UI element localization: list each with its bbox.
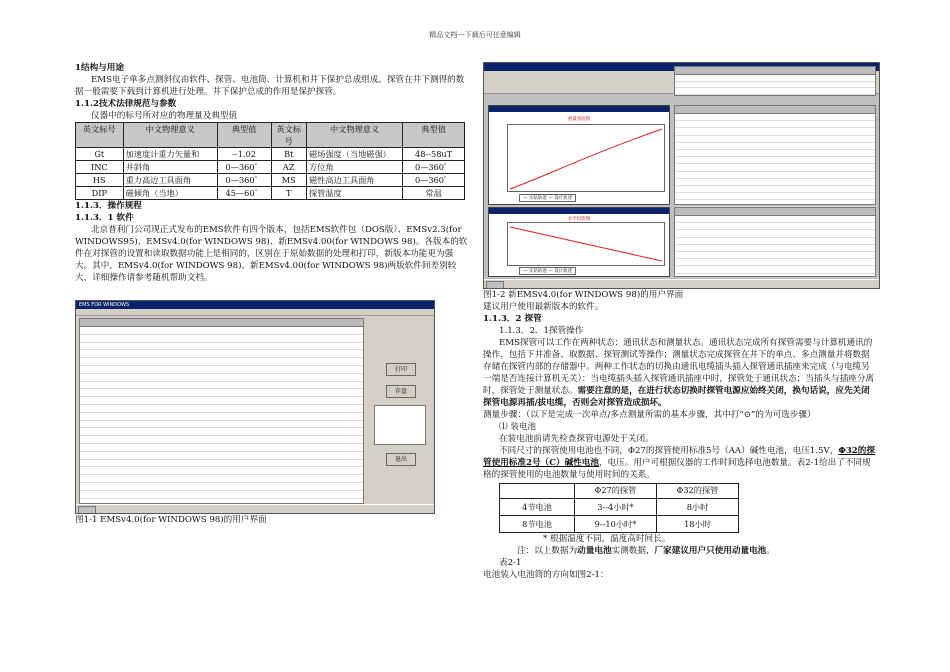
fig2-chart1-svg bbox=[508, 125, 664, 191]
grid-row bbox=[80, 335, 363, 343]
left-column bbox=[75, 62, 470, 284]
probe-warning-text: 需要注意的是，在进行状态切换时探管电源应始终关闭，换句话说，应先关闭探管电源再插/拔电缆，否则会对探管造成损坏。 bbox=[483, 386, 870, 408]
cell: 磁性高边工具面角 bbox=[306, 174, 402, 187]
grid-row bbox=[80, 358, 363, 366]
cell: DIP bbox=[76, 187, 124, 200]
grid-row bbox=[675, 193, 875, 200]
grid-row bbox=[80, 475, 363, 483]
fig1-data-grid bbox=[79, 318, 364, 504]
cell: 8节电池 bbox=[500, 516, 575, 533]
cell: AZ bbox=[271, 161, 306, 174]
grid-row bbox=[80, 389, 363, 397]
battery-th-0 bbox=[500, 484, 575, 499]
fig2-chart1-plot bbox=[507, 124, 665, 192]
fig2-taskbar bbox=[484, 279, 879, 288]
fig1-exit-button[interactable]: 退出 bbox=[386, 453, 416, 466]
step-1: ⑴ 装电池 bbox=[499, 422, 537, 432]
right-column bbox=[483, 289, 878, 581]
cell: 磁场强度（当地磁强） bbox=[306, 148, 402, 161]
section-1131-text: 北京普利门公司现正式发布的EMS软件有四个版本，包括EMS软件包（DOS版）、EMSv2.3(for WINDOWS95)、EMSv4.0(for WINDOWS 98)、新EMSv4.00(for WINDOWS 98)。各版本的软件在对探管的设置和读取数据功能上是相同的，区别在于原始数据的处理和打印，新版本功能更为强大。其中，EMSv4.0(for WINDOWS 98)、新EMSv4.00(for WINDOWS 98)两版软件间差别较大，详细操作请参考随机帮助文档。 bbox=[75, 225, 468, 283]
section-1-text: EMS电子单多点测斜仪由软件、探管、电池筒、计算机和井下保护总成组成。探管在井下测得的数据一般需要下载到计算机进行处理。井下保护总成的作用是保护探管。 bbox=[75, 75, 465, 97]
cell: 4节电池 bbox=[500, 499, 575, 516]
th-val-1: 典型值 bbox=[217, 123, 271, 148]
table-row bbox=[76, 148, 465, 161]
grid-row bbox=[675, 150, 875, 157]
grid-row bbox=[675, 238, 875, 245]
fig2-chart2-svg bbox=[508, 223, 664, 265]
grid-row bbox=[80, 413, 363, 421]
grid-row bbox=[675, 136, 875, 143]
cell: 48--58uT bbox=[403, 148, 465, 161]
section-112-title: 1.1.2技术法律规范与参数 bbox=[75, 99, 177, 109]
battery-text-c: ，电压。用户可根据仪器的工作时间选择电池数量。表2-1给出了不同规格的探管使用的电池数量与使用时间的关系。 bbox=[483, 458, 871, 480]
fig2-chart1-titlebar bbox=[489, 106, 669, 112]
probe-operation-paragraph bbox=[483, 337, 878, 409]
grid-row bbox=[675, 172, 875, 179]
grid-row bbox=[675, 230, 875, 237]
fig2-right-grid-2-header bbox=[675, 208, 875, 216]
grid-row bbox=[80, 491, 363, 499]
last-line: 电池装入电池筒的方向如图2-1： bbox=[483, 570, 609, 580]
battery-paragraph bbox=[483, 445, 878, 481]
grid-row bbox=[80, 483, 363, 491]
battery-recommendation bbox=[483, 545, 878, 557]
battery-th-1: Φ27的探管 bbox=[575, 484, 657, 499]
grid-row bbox=[80, 421, 363, 429]
section-1-title: 1结构与用途 bbox=[75, 63, 124, 73]
cell: 加速度计重力矢量和 bbox=[123, 148, 217, 161]
grid-row bbox=[80, 366, 363, 374]
figure-1-1-caption: 图1-1 EMSv4.0(for WINDOWS 98)的用户界面 bbox=[75, 515, 267, 525]
fig2-chart2-legend: — 实钻轨迹 — 设计轨迹 bbox=[519, 267, 576, 275]
fig1-start-button bbox=[78, 506, 96, 514]
th-cn-1: 中文物理意义 bbox=[123, 123, 217, 148]
fig2-chart1-curve bbox=[510, 129, 662, 189]
fig2-top-grid bbox=[674, 66, 876, 96]
fig2-chart2-plot bbox=[507, 222, 665, 266]
cell: MS bbox=[271, 174, 306, 187]
figure-1-2-screenshot bbox=[483, 62, 880, 289]
battery-table bbox=[499, 483, 739, 533]
section-1131-title: 1.1.3．1 软件 bbox=[75, 213, 134, 223]
grid-row bbox=[675, 157, 875, 164]
grid-row bbox=[675, 245, 875, 252]
grid-row bbox=[80, 452, 363, 460]
param-table-header bbox=[76, 123, 465, 148]
rec-c: 实测数据， bbox=[611, 546, 655, 556]
cell: 0—360゜ bbox=[217, 174, 271, 187]
th-en-1: 英文标号 bbox=[76, 123, 124, 148]
rec-b: 动量电池 bbox=[577, 546, 612, 556]
th-cn-2: 中文物理意义 bbox=[306, 123, 402, 148]
grid-row bbox=[80, 428, 363, 436]
rec-d: 厂家建议用户只使用动量电池 bbox=[654, 546, 767, 556]
cell: 磁倾角（当地） bbox=[123, 187, 217, 200]
cell: Bt bbox=[271, 148, 306, 161]
cell: INC bbox=[76, 161, 124, 174]
fig2-chart1-legend: — 实钻轨迹 — 设计轨迹 bbox=[519, 194, 576, 202]
th-val-2: 典型值 bbox=[403, 123, 465, 148]
fig1-save-button[interactable]: 存盘 bbox=[386, 385, 416, 398]
grid-row bbox=[80, 397, 363, 405]
cell: 0—360゜ bbox=[217, 161, 271, 174]
cell: 8小时 bbox=[657, 499, 739, 516]
fig2-top-grid-header bbox=[675, 67, 875, 75]
grid-row bbox=[675, 179, 875, 186]
th-en-2: 英文标号 bbox=[271, 123, 306, 148]
grid-row bbox=[675, 252, 875, 259]
cell: 18小时 bbox=[657, 516, 739, 533]
cell: 45—60゜ bbox=[217, 187, 271, 200]
fig1-taskbar bbox=[76, 504, 434, 513]
table-row bbox=[500, 516, 739, 533]
cell: 3--4小时* bbox=[575, 499, 657, 516]
grid-row bbox=[80, 343, 363, 351]
cell: 重力高边工具面角 bbox=[123, 174, 217, 187]
grid-row bbox=[675, 216, 875, 223]
figure-1-2-caption: 图1-2 新EMSv4.0(for WINDOWS 98)的用户界面 bbox=[483, 290, 684, 300]
param-table bbox=[75, 122, 465, 200]
grid-row bbox=[675, 88, 875, 95]
section-11321-title: 1.1.3．2．1探管操作 bbox=[499, 326, 584, 336]
cell: 探管温度 bbox=[306, 187, 402, 200]
fig2-right-grid-2 bbox=[674, 207, 876, 277]
measure-steps: 测量步骤：（以下是完成一次单点/多点测量所需的基本步骤，其中打“⊙”的为可选步骤） bbox=[483, 410, 816, 420]
table-row bbox=[500, 499, 739, 516]
grid-row bbox=[675, 164, 875, 171]
fig1-menubar bbox=[76, 309, 434, 316]
fig2-note: 建议用户使用最新版本的软件。 bbox=[483, 302, 604, 312]
fig1-print-button[interactable]: 打印 bbox=[386, 363, 416, 376]
cell: 常温 bbox=[403, 187, 465, 200]
table-caption: 仪器中的标号所对应的物理量及典型值 bbox=[91, 111, 238, 121]
fig2-right-grid-1-header bbox=[675, 106, 875, 114]
fig2-chart-window-1 bbox=[488, 105, 670, 205]
battery-table-header bbox=[500, 484, 739, 499]
grid-row bbox=[80, 374, 363, 382]
fig1-titlebar: EMS FOR WINDOWS bbox=[76, 301, 434, 309]
grid-row bbox=[675, 128, 875, 135]
fig2-right-grid-1 bbox=[674, 105, 876, 205]
probe-operation-text: EMS探管可以工作在两种状态：通讯状态和测量状态。通讯状态完成所有探管需要与计算机通讯的操作，包括下井准备、取数据、探管测试等操作；测量状态完成探管在井下的单点、多点测量并将数据存储在探管内部的存储器中。两种工作状态的切换由通讯电缆插头插入探管通讯插座来完成（与电缆另一端是否连接计算机无关）：当电缆插头插入探管通讯插座中时，探管处于通讯状态；当插头与插座分离时，探管处于测量状态。 bbox=[483, 338, 875, 396]
table-row bbox=[76, 161, 465, 174]
grid-row bbox=[675, 114, 875, 121]
step-1-note: 在装电池前请先检查探管电源处于关闭。 bbox=[499, 434, 654, 444]
cell: HS bbox=[76, 174, 124, 187]
grid-row bbox=[80, 467, 363, 475]
battery-text-a: 不同尺寸的探管使用电池也不同，Φ27的探管使用标准5号（AA）碱性电池，电压1.5V， bbox=[499, 446, 839, 456]
cell: 9--10小时* bbox=[575, 516, 657, 533]
table-row bbox=[76, 187, 465, 200]
grid-row bbox=[675, 223, 875, 230]
cell: 0—360゜ bbox=[403, 161, 465, 174]
grid-row bbox=[675, 259, 875, 266]
fig1-grid-header bbox=[80, 319, 363, 327]
battery-th-2: Φ32的探管 bbox=[657, 484, 739, 499]
fig2-chart2-titlebar bbox=[489, 208, 669, 214]
section-1132-title: 1.1.3．2 探管 bbox=[483, 314, 542, 324]
cell: 方位角 bbox=[306, 161, 402, 174]
cell: Gt bbox=[76, 148, 124, 161]
battery-text-b: Φ32的探管使用标准2号（C）碱性电池 bbox=[483, 446, 875, 468]
section-113-title: 1.1.3．操作规程 bbox=[75, 201, 142, 211]
grid-row bbox=[80, 436, 363, 444]
grid-row bbox=[80, 444, 363, 452]
grid-row bbox=[80, 460, 363, 468]
grid-row bbox=[80, 405, 363, 413]
table-2-1-label: 表2-1 bbox=[499, 558, 522, 568]
grid-row bbox=[80, 350, 363, 358]
fig2-chart-window-2 bbox=[488, 207, 670, 277]
grid-row bbox=[675, 143, 875, 150]
grid-row bbox=[80, 327, 363, 335]
page-header: 精品文档---下载后可任意编辑 bbox=[429, 31, 521, 39]
grid-row bbox=[675, 121, 875, 128]
rec-a: 注：以上数据为 bbox=[517, 546, 578, 556]
table-row bbox=[76, 174, 465, 187]
grid-row bbox=[675, 186, 875, 193]
cell: 0—360゜ bbox=[403, 174, 465, 187]
fig2-chart2-line bbox=[510, 227, 662, 261]
fig2-chart2-title: 水平投影图 bbox=[567, 217, 591, 222]
cell: 井斜角 bbox=[123, 161, 217, 174]
figure-1-1-screenshot bbox=[75, 300, 435, 514]
fig2-chart1-title: 重量剖面图 bbox=[567, 117, 591, 122]
rec-e: 。 bbox=[766, 546, 775, 556]
cell: --1.02 bbox=[217, 148, 271, 161]
fig2-start-button bbox=[486, 281, 504, 289]
grid-row bbox=[675, 266, 875, 273]
grid-row bbox=[80, 382, 363, 390]
fig1-side-panel bbox=[374, 405, 426, 445]
cell: T bbox=[271, 187, 306, 200]
battery-table-note: * 根据温度不同，温度高时间长。 bbox=[543, 534, 671, 544]
